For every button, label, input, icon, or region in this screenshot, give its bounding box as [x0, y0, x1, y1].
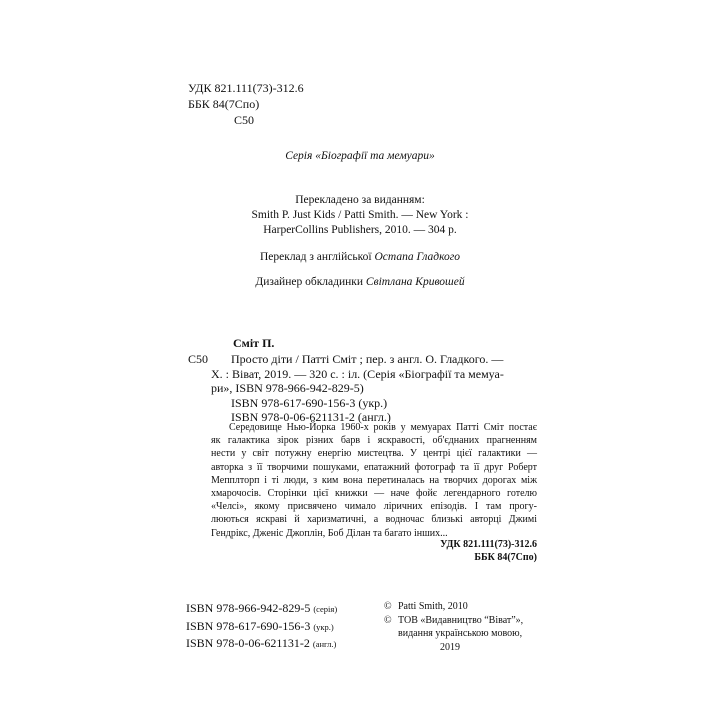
- copyright-publisher: ТОВ «Видавництво “Віват”»,: [398, 614, 524, 626]
- card-desc-line: Просто діти / Патті Сміт ; пер. з англ. О. Гладкого. —: [231, 352, 504, 366]
- annotation-line: нести у світ потужну енергію мистецтва. У центрі цієї галактики —: [211, 448, 537, 460]
- designer-name: Світлана Кривошей: [365, 276, 465, 288]
- isbn-row: [186, 635, 337, 653]
- card-desc-line: ри», ISBN 978-966-942-829-5): [211, 381, 364, 395]
- copyright-row: [384, 614, 523, 628]
- isbn-number: ISBN 978-0-06-621131-2: [186, 636, 310, 650]
- classification-block: [188, 80, 304, 128]
- bottom-udk: УДК 821.111(73)-312.6: [440, 539, 537, 550]
- designer-credit: [0, 276, 720, 288]
- udk-value: 821.111(73)-312.6: [214, 81, 304, 95]
- designer-label: Дизайнер обкладинки: [255, 276, 366, 288]
- bottom-codes: [211, 538, 537, 564]
- translator-name: Остапа Гладкого: [374, 251, 461, 263]
- annotation-line: Середовище Нью-Йорка 1960-х років у мемуарах Патті Сміт постає: [229, 422, 537, 433]
- isbn-note: (серія): [313, 604, 338, 614]
- isbn-note: (англ.): [312, 639, 337, 649]
- copyright-symbol: ©: [384, 601, 392, 612]
- copyright-year: 2019: [440, 641, 460, 653]
- card-desc-line: Х. : Віват, 2019. — 320 с. : іл. (Серія «Біографії та мемуа-: [211, 366, 504, 381]
- annotation-line: Мепплторп і ті люди, з ким вона перетиналась на творчих дорогах між: [211, 474, 537, 486]
- card-isbn-line: ISBN 978-0-06-621131-2 (англ.): [231, 410, 391, 424]
- cutter-code: С50: [234, 113, 255, 127]
- annotation-line: Гендрікс, Дженіс Джоплін, Боб Ділан та багато інших...: [211, 527, 448, 539]
- udk-label: УДК: [188, 81, 212, 95]
- original-edition-line-1: Smith P. Just Kids / Patti Smith. — New York :: [251, 209, 469, 221]
- bbk-label: ББК: [188, 97, 210, 111]
- translator-credit: [0, 251, 720, 263]
- card-isbn-line: ISBN 978-617-690-156-3 (укр.): [231, 395, 388, 410]
- bottom-bbk: ББК 84(7Спо): [474, 552, 537, 563]
- copyright-row: [384, 600, 523, 614]
- isbn-number: ISBN 978-617-690-156-3: [186, 618, 311, 633]
- annotation-paragraph: [211, 421, 537, 540]
- isbn-row: [186, 618, 337, 636]
- translator-label: Переклад з англійської: [259, 251, 375, 263]
- copyright-author: Patti Smith, 2010: [398, 601, 468, 612]
- isbn-note: (укр.): [313, 621, 334, 632]
- copyright-line: видання українською мовою,: [398, 628, 523, 639]
- annotation-line: хмарочосів. Сторінки цієї книжки — наче фойє легендарного готелю: [211, 488, 537, 500]
- annotation-line: люються яскраві й харизматичні, а водночас близькі авторці Джимі: [211, 514, 537, 526]
- copyright-block: [384, 600, 523, 654]
- udk-row: [188, 80, 304, 96]
- card-cutter: С50: [188, 352, 209, 366]
- translated-heading: Перекладено за виданням:: [295, 194, 425, 206]
- bbk-value: 84(7Спо): [212, 97, 260, 111]
- isbn-number: ISBN 978-966-942-829-5: [186, 601, 311, 615]
- bbk-row: [188, 96, 304, 112]
- card-description: [211, 352, 537, 425]
- translated-from-block: [0, 193, 720, 238]
- annotation-line: «Челсі», якому присвячено чимало ліричних епізодів. І там прогу-: [211, 501, 537, 513]
- card-author: Сміт П.: [233, 336, 275, 350]
- isbn-row: [186, 600, 337, 618]
- annotation-line: як галактика зірок різних барв і яскравості, об'єднаних прагненням: [211, 435, 537, 447]
- series-title: Серія «Біографії та мемуари»: [285, 150, 435, 162]
- isbn-block: [186, 600, 337, 653]
- original-edition-line-2: HarperCollins Publishers, 2010. — 304 p.: [263, 224, 457, 236]
- copyright-symbol: ©: [384, 614, 392, 626]
- annotation-line: авторка з її творчими пошуками, епатажний фотограф та її друг Роберт: [211, 461, 537, 473]
